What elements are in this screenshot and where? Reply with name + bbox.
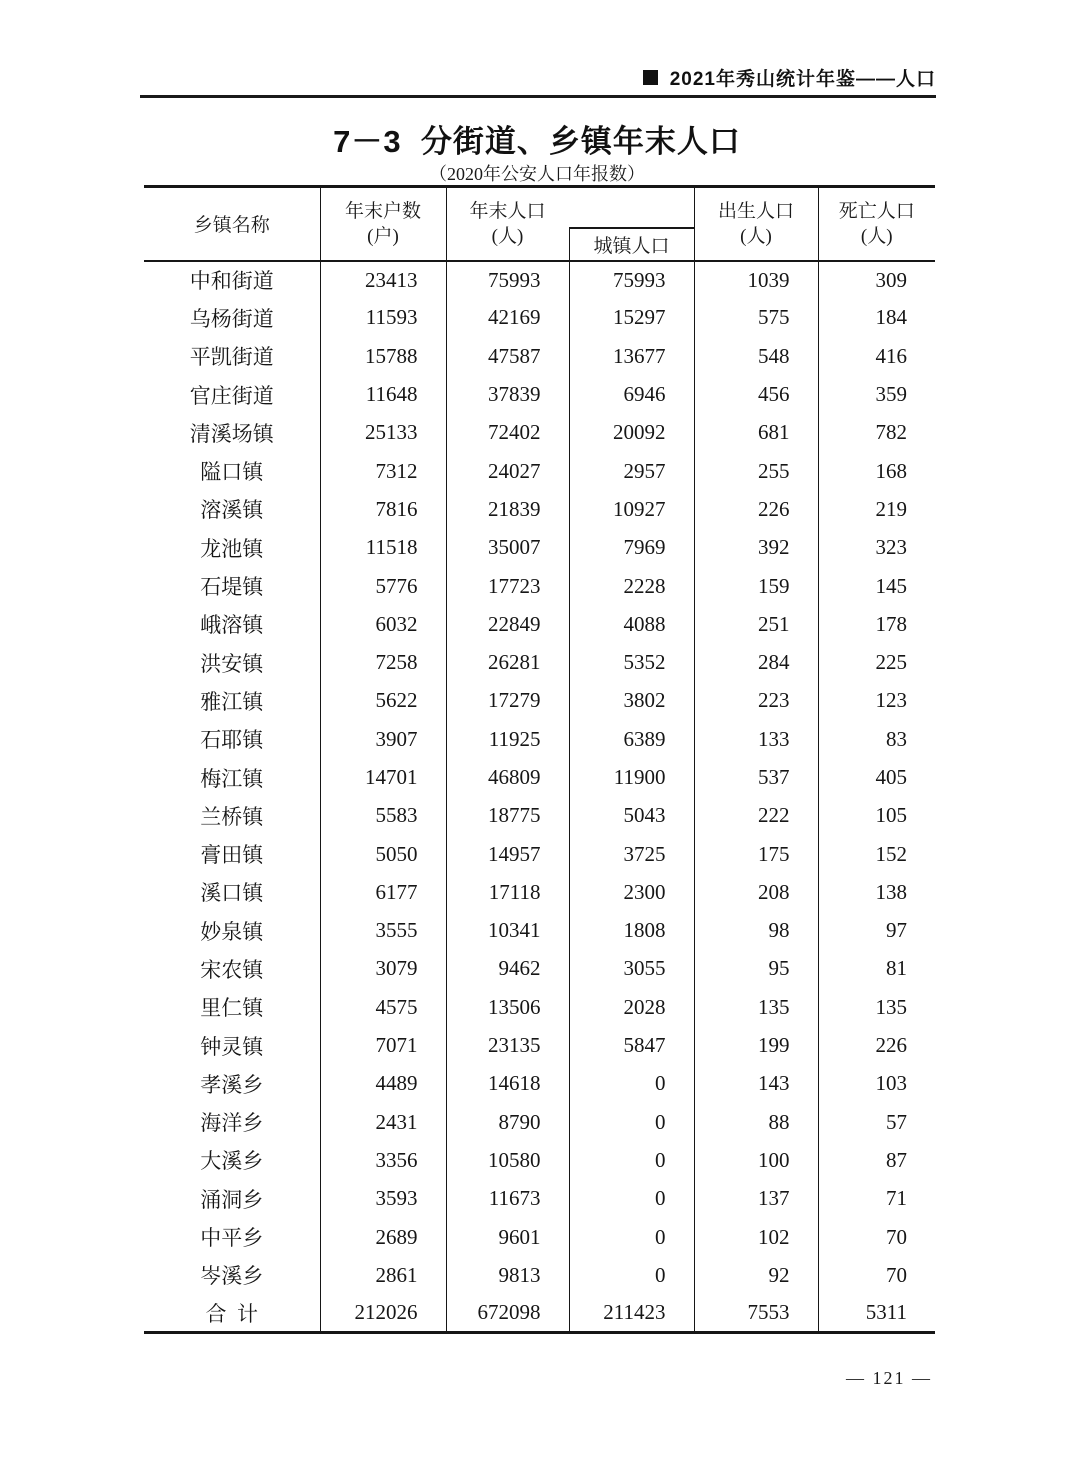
urban-population-cell: 0 (569, 1141, 694, 1179)
deaths-cell: 138 (818, 873, 935, 911)
table-row (144, 261, 935, 299)
households-cell: 2431 (320, 1103, 446, 1141)
table-row (144, 1218, 935, 1256)
col-header-population-line2: (人) (491, 225, 524, 247)
table-row (144, 375, 935, 413)
births-cell: 98 (694, 912, 818, 950)
table-row (144, 1026, 935, 1064)
deaths-cell: 225 (818, 643, 935, 681)
births-cell: 7553 (694, 1295, 818, 1333)
population-group-spacer (569, 187, 694, 228)
households-cell: 7258 (320, 643, 446, 681)
deaths-cell: 219 (818, 490, 935, 528)
town-name-cell: 平凯街道 (189, 345, 274, 370)
households-cell: 2689 (320, 1218, 446, 1256)
deaths-cell: 87 (818, 1141, 935, 1179)
households-cell: 11518 (320, 529, 446, 567)
town-name-cell: 兰桥镇 (200, 804, 264, 829)
urban-population-cell: 6946 (569, 375, 694, 413)
town-name-cell: 妙泉镇 (200, 919, 264, 944)
population-cell: 14618 (446, 1065, 569, 1103)
population-cell: 17118 (446, 873, 569, 911)
households-cell: 7312 (320, 452, 446, 490)
households-cell: 23413 (320, 261, 446, 299)
town-name-cell: 溶溪镇 (200, 498, 264, 523)
urban-population-cell: 3725 (569, 835, 694, 873)
urban-population-cell: 20092 (569, 414, 694, 452)
town-name-cell: 大溪乡 (200, 1149, 264, 1174)
urban-population-cell: 1808 (569, 912, 694, 950)
urban-population-cell: 0 (569, 1218, 694, 1256)
households-cell: 6177 (320, 873, 446, 911)
urban-population-cell: 211423 (569, 1295, 694, 1333)
deaths-cell: 184 (818, 299, 935, 337)
table-row (144, 337, 935, 375)
births-cell: 199 (694, 1026, 818, 1064)
urban-population-cell: 2028 (569, 988, 694, 1026)
town-name-cell: 乌杨街道 (189, 306, 274, 331)
urban-population-cell: 10927 (569, 490, 694, 528)
col-header-households-line1: 年末户数 (344, 200, 421, 222)
town-name-cell: 峨溶镇 (200, 613, 264, 638)
col-header-births (694, 187, 818, 261)
population-cell: 14957 (446, 835, 569, 873)
households-cell: 5622 (320, 682, 446, 720)
population-cell: 17279 (446, 682, 569, 720)
births-cell: 392 (694, 529, 818, 567)
town-name-cell: 石耶镇 (200, 728, 264, 753)
town-name-cell: 里仁镇 (200, 996, 264, 1021)
town-name-cell: 孝溪乡 (200, 1072, 264, 1097)
town-name-cell: 中平乡 (200, 1226, 264, 1251)
col-header-deaths-line2: (人) (860, 225, 893, 247)
urban-population-cell: 4088 (569, 605, 694, 643)
households-cell: 5050 (320, 835, 446, 873)
population-cell: 23135 (446, 1026, 569, 1064)
table-row (144, 643, 935, 681)
col-header-town-name: 乡镇名称 (193, 215, 270, 237)
births-cell: 102 (694, 1218, 818, 1256)
population-cell: 18775 (446, 797, 569, 835)
births-cell: 159 (694, 567, 818, 605)
total-row (144, 1295, 935, 1333)
deaths-cell: 81 (818, 950, 935, 988)
urban-population-cell: 5847 (569, 1026, 694, 1064)
deaths-cell: 359 (818, 375, 935, 413)
table-row (144, 490, 935, 528)
births-cell: 222 (694, 797, 818, 835)
households-cell: 5583 (320, 797, 446, 835)
table-row (144, 797, 935, 835)
urban-population-cell: 2228 (569, 567, 694, 605)
deaths-cell: 135 (818, 988, 935, 1026)
deaths-cell: 97 (818, 912, 935, 950)
table-header (144, 187, 935, 261)
population-cell: 13506 (446, 988, 569, 1026)
population-cell: 9462 (446, 950, 569, 988)
households-cell: 3555 (320, 912, 446, 950)
col-header-population (446, 187, 569, 261)
table-row (144, 414, 935, 452)
col-header-births-line2: (人) (740, 225, 772, 247)
births-cell: 143 (694, 1065, 818, 1103)
table-row (144, 835, 935, 873)
deaths-cell: 105 (818, 797, 935, 835)
births-cell: 456 (694, 375, 818, 413)
births-cell: 95 (694, 950, 818, 988)
urban-population-cell: 3802 (569, 682, 694, 720)
town-name-cell: 海洋乡 (200, 1111, 264, 1136)
deaths-cell: 168 (818, 452, 935, 490)
births-cell: 255 (694, 452, 818, 490)
header-row-1 (144, 187, 935, 228)
town-name-cell: 中和街道 (189, 269, 274, 294)
table-row (144, 1256, 935, 1294)
col-header-deaths (818, 187, 935, 261)
households-cell: 212026 (320, 1295, 446, 1333)
town-name-cell: 洪安镇 (200, 651, 264, 676)
births-cell: 208 (694, 873, 818, 911)
urban-population-cell: 13677 (569, 337, 694, 375)
town-name-cell: 钟灵镇 (200, 1034, 264, 1059)
households-cell: 15788 (320, 337, 446, 375)
urban-population-cell: 7969 (569, 529, 694, 567)
births-cell: 133 (694, 720, 818, 758)
households-cell: 6032 (320, 605, 446, 643)
table-row (144, 1103, 935, 1141)
deaths-cell: 323 (818, 529, 935, 567)
deaths-cell: 145 (818, 567, 935, 605)
births-cell: 137 (694, 1180, 818, 1218)
population-cell: 47587 (446, 337, 569, 375)
urban-population-cell: 3055 (569, 950, 694, 988)
deaths-cell: 103 (818, 1065, 935, 1103)
population-cell: 75993 (446, 261, 569, 299)
table-row (144, 988, 935, 1026)
population-cell: 17723 (446, 567, 569, 605)
table-body (144, 261, 935, 1333)
town-name-cell: 官庄街道 (189, 383, 274, 408)
black-square-icon (643, 70, 658, 85)
population-cell: 72402 (446, 414, 569, 452)
col-header-urban-population: 城镇人口 (569, 228, 694, 261)
urban-population-cell: 2300 (569, 873, 694, 911)
urban-population-cell: 15297 (569, 299, 694, 337)
table-row (144, 1180, 935, 1218)
deaths-cell: 226 (818, 1026, 935, 1064)
population-cell: 672098 (446, 1295, 569, 1333)
town-name-cell: 清溪场镇 (189, 421, 274, 446)
col-header-deaths-line1: 死亡人口 (838, 200, 915, 222)
population-cell: 9601 (446, 1218, 569, 1256)
deaths-cell: 123 (818, 682, 935, 720)
households-cell: 3079 (320, 950, 446, 988)
town-name-cell: 梅江镇 (200, 766, 264, 791)
col-header-households-line2: (户) (367, 225, 399, 247)
table-row (144, 299, 935, 337)
households-cell: 7071 (320, 1026, 446, 1064)
table-row (144, 567, 935, 605)
deaths-cell: 782 (818, 414, 935, 452)
births-cell: 135 (694, 988, 818, 1026)
town-name-cell: 膏田镇 (200, 843, 264, 868)
urban-population-cell: 0 (569, 1256, 694, 1294)
households-cell: 11593 (320, 299, 446, 337)
population-cell: 9813 (446, 1256, 569, 1294)
urban-population-cell: 2957 (569, 452, 694, 490)
deaths-cell: 83 (818, 720, 935, 758)
deaths-cell: 152 (818, 835, 935, 873)
deaths-cell: 57 (818, 1103, 935, 1141)
births-cell: 284 (694, 643, 818, 681)
population-cell: 35007 (446, 529, 569, 567)
deaths-cell: 178 (818, 605, 935, 643)
town-name-cell: 合 计 (205, 1301, 258, 1326)
births-cell: 251 (694, 605, 818, 643)
town-name-cell: 溪口镇 (200, 881, 264, 906)
births-cell: 92 (694, 1256, 818, 1294)
households-cell: 5776 (320, 567, 446, 605)
population-cell: 37839 (446, 375, 569, 413)
table-row (144, 873, 935, 911)
births-cell: 100 (694, 1141, 818, 1179)
town-name-cell: 隘口镇 (200, 460, 264, 485)
table-row (144, 1065, 935, 1103)
deaths-cell: 5311 (818, 1295, 935, 1333)
births-cell: 537 (694, 758, 818, 796)
urban-population-cell: 5043 (569, 797, 694, 835)
population-cell: 21839 (446, 490, 569, 528)
table-row (144, 950, 935, 988)
header-rule (140, 95, 936, 98)
urban-population-cell: 0 (569, 1065, 694, 1103)
households-cell: 7816 (320, 490, 446, 528)
deaths-cell: 309 (818, 261, 935, 299)
town-name-cell: 岑溪乡 (200, 1264, 264, 1289)
population-cell: 46809 (446, 758, 569, 796)
population-cell: 26281 (446, 643, 569, 681)
households-cell: 25133 (320, 414, 446, 452)
col-header-births-line1: 出生人口 (717, 200, 794, 222)
deaths-cell: 416 (818, 337, 935, 375)
urban-population-cell: 75993 (569, 261, 694, 299)
town-name-cell: 宋农镇 (200, 957, 264, 982)
table-row (144, 758, 935, 796)
urban-population-cell: 0 (569, 1180, 694, 1218)
running-header-text: 2021年秀山统计年鉴——人口 (669, 69, 936, 90)
deaths-cell: 70 (818, 1218, 935, 1256)
table-row (144, 682, 935, 720)
births-cell: 88 (694, 1103, 818, 1141)
population-cell: 42169 (446, 299, 569, 337)
town-name-cell: 雅江镇 (200, 689, 264, 714)
col-header-population-line1: 年末人口 (469, 200, 546, 222)
population-table (144, 185, 935, 1334)
urban-population-cell: 6389 (569, 720, 694, 758)
table-row (144, 605, 935, 643)
running-header (140, 64, 936, 91)
population-cell: 11673 (446, 1180, 569, 1218)
col-header-households (320, 187, 446, 261)
deaths-cell: 405 (818, 758, 935, 796)
births-cell: 681 (694, 414, 818, 452)
table-row (144, 452, 935, 490)
table-row (144, 720, 935, 758)
births-cell: 175 (694, 835, 818, 873)
table-row (144, 912, 935, 950)
households-cell: 4575 (320, 988, 446, 1026)
births-cell: 575 (694, 299, 818, 337)
households-cell: 3907 (320, 720, 446, 758)
table-row (144, 1141, 935, 1179)
population-cell: 11925 (446, 720, 569, 758)
population-cell: 10580 (446, 1141, 569, 1179)
households-cell: 2861 (320, 1256, 446, 1294)
town-name-cell: 龙池镇 (200, 536, 264, 561)
deaths-cell: 71 (818, 1180, 935, 1218)
page-subtitle: （2020年公安人口年报数） (429, 164, 645, 184)
town-name-cell: 石堤镇 (200, 575, 264, 600)
urban-population-cell: 11900 (569, 758, 694, 796)
households-cell: 4489 (320, 1065, 446, 1103)
urban-population-cell: 5352 (569, 643, 694, 681)
births-cell: 548 (694, 337, 818, 375)
table-row (144, 529, 935, 567)
town-name-cell: 涌洞乡 (200, 1187, 264, 1212)
households-cell: 3593 (320, 1180, 446, 1218)
births-cell: 223 (694, 682, 818, 720)
population-cell: 22849 (446, 605, 569, 643)
population-cell: 10341 (446, 912, 569, 950)
population-cell: 24027 (446, 452, 569, 490)
births-cell: 1039 (694, 261, 818, 299)
population-cell: 8790 (446, 1103, 569, 1141)
households-cell: 14701 (320, 758, 446, 796)
households-cell: 11648 (320, 375, 446, 413)
deaths-cell: 70 (818, 1256, 935, 1294)
births-cell: 226 (694, 490, 818, 528)
page-number: — 121 — (846, 1368, 932, 1388)
urban-population-cell: 0 (569, 1103, 694, 1141)
households-cell: 3356 (320, 1141, 446, 1179)
page-title: 7－3 分街道、乡镇年末人口 (333, 124, 741, 159)
